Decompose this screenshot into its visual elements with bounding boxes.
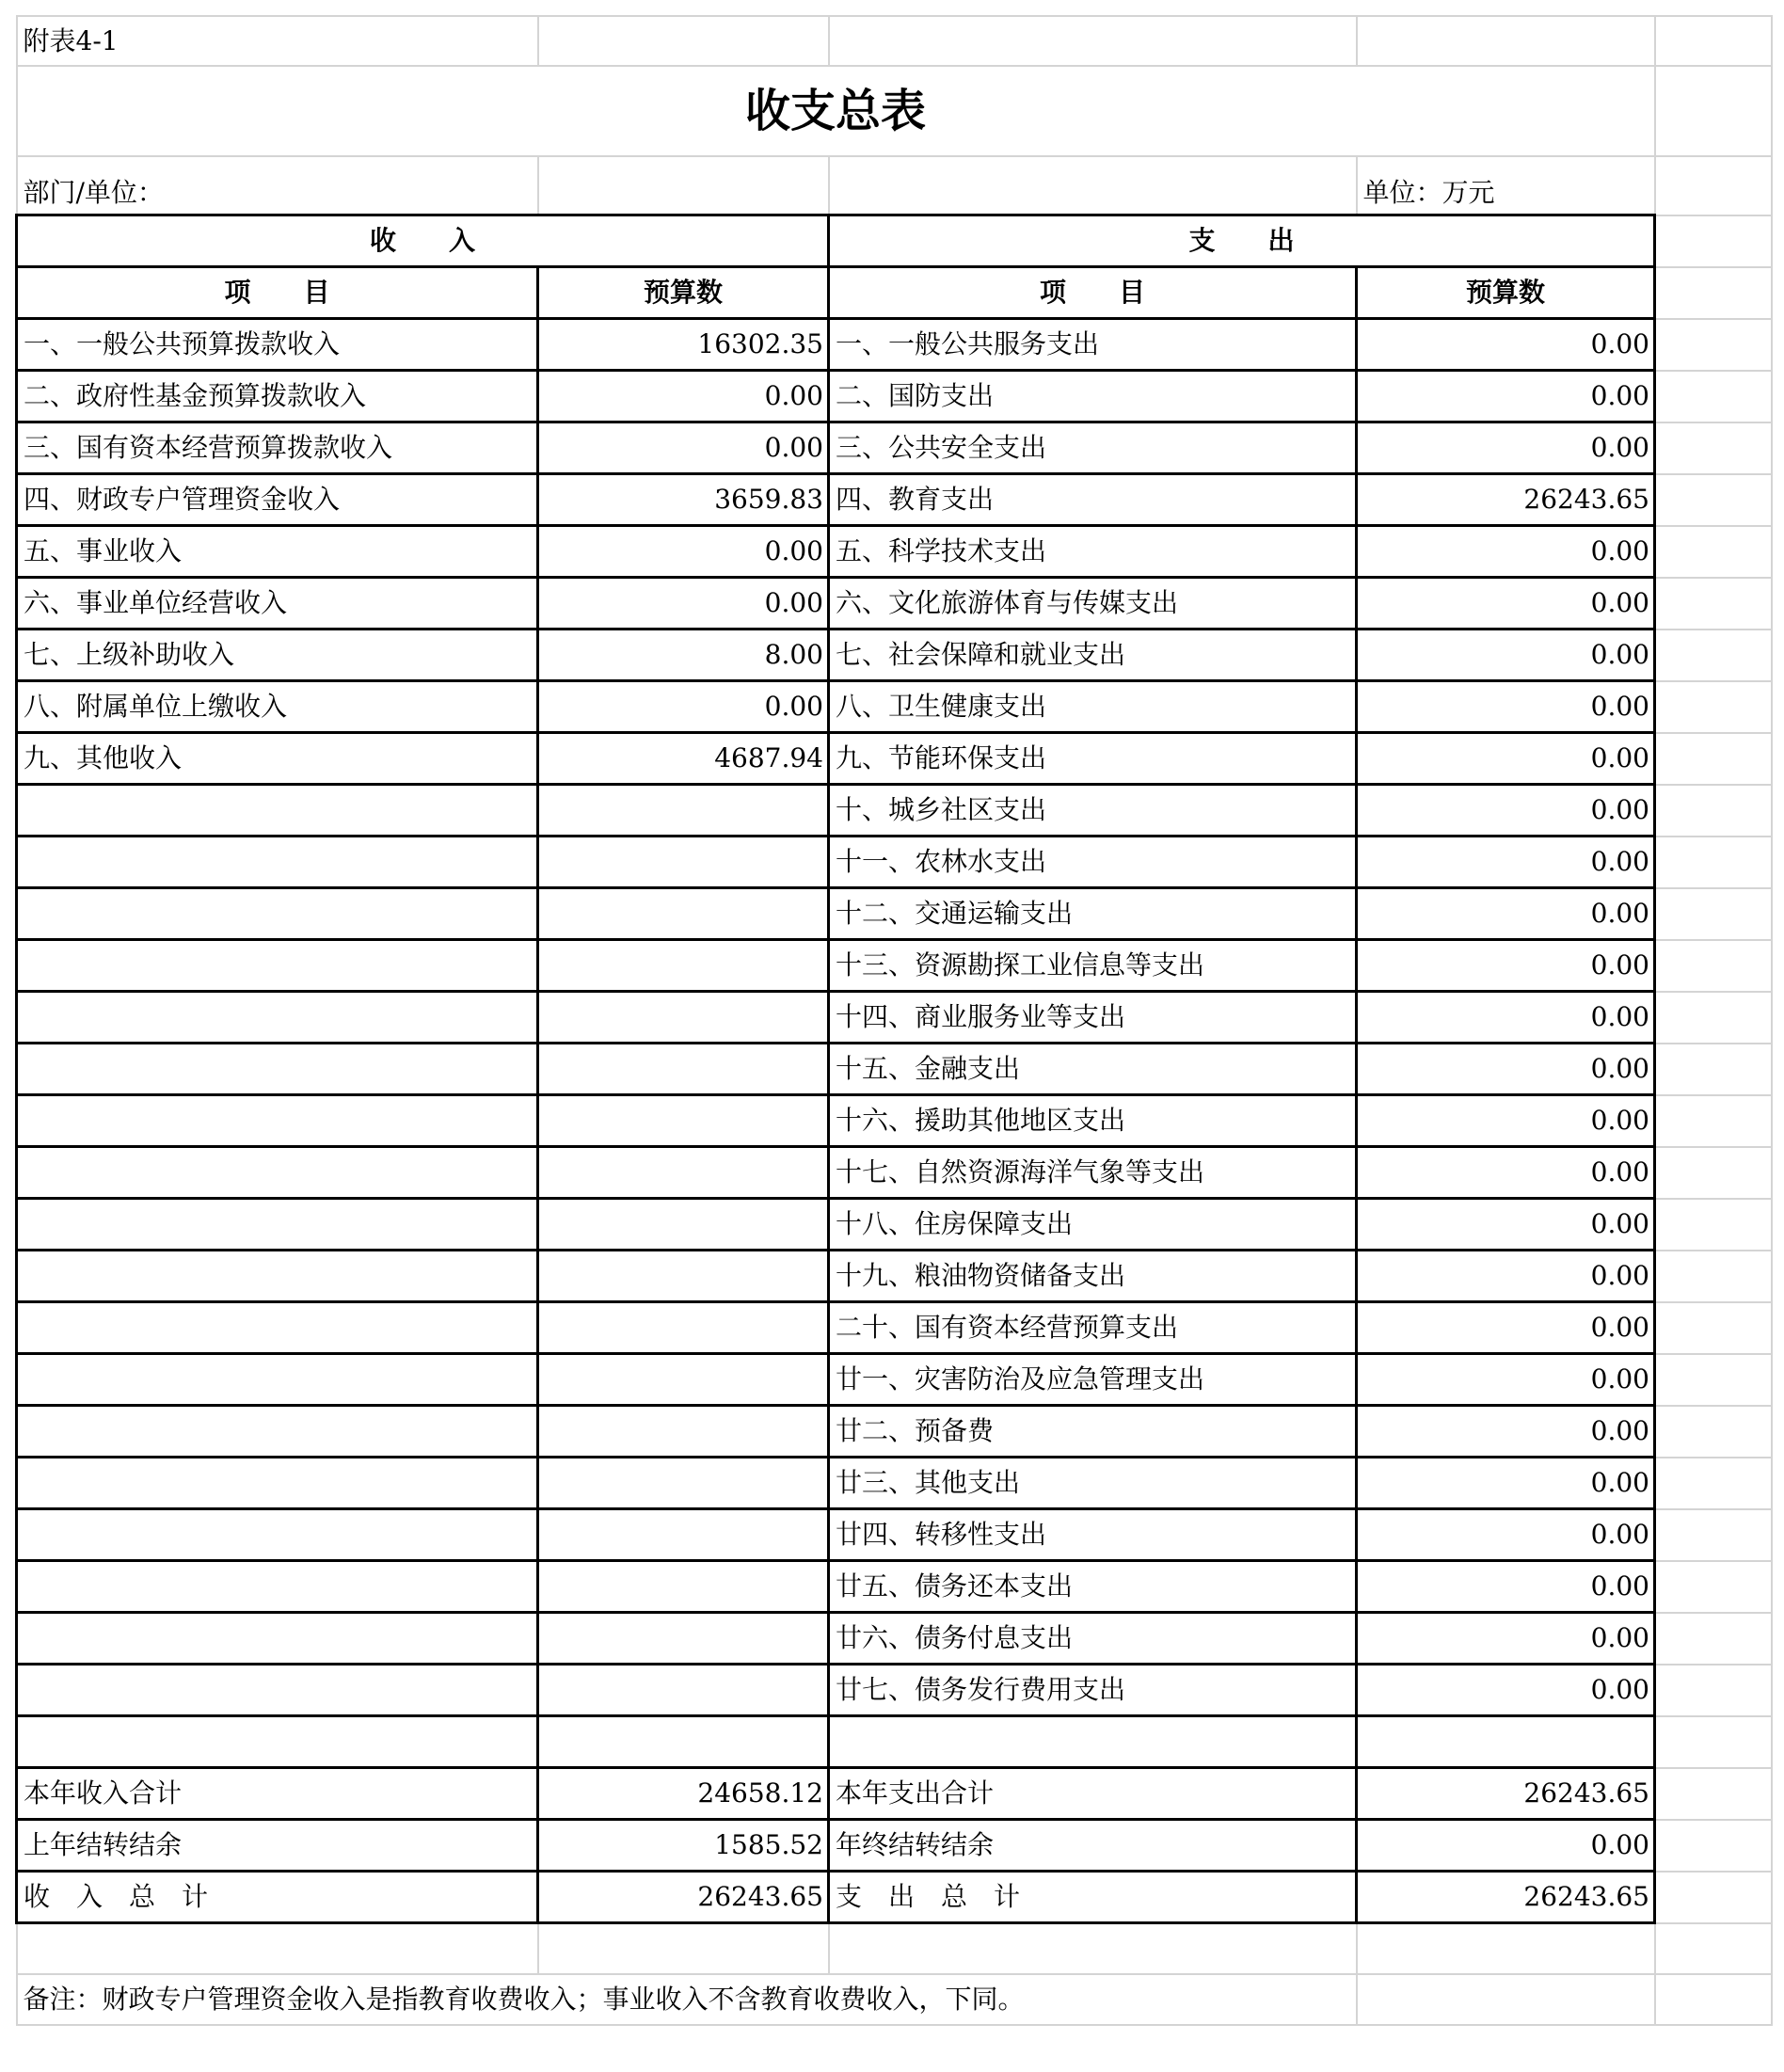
empty-cell[interactable] [538, 992, 829, 1044]
expense-item-value[interactable]: 0.00 [1357, 371, 1655, 422]
expense-item-label[interactable]: 十七、自然资源海洋气象等支出 [829, 1147, 1357, 1199]
empty-cell[interactable] [538, 1665, 829, 1716]
expense-item-value[interactable]: 0.00 [1357, 1095, 1655, 1147]
empty-cell[interactable] [1655, 474, 1772, 526]
empty-cell[interactable] [1655, 630, 1772, 681]
carry-out-value[interactable]: 0.00 [1357, 1820, 1655, 1872]
expense-item-label[interactable]: 十、城乡社区支出 [829, 785, 1357, 837]
table-row [17, 1251, 1772, 1302]
income-item-label[interactable]: 二、政府性基金预算拨款收入 [17, 371, 538, 422]
expense-item-value[interactable]: 0.00 [1357, 578, 1655, 630]
grand-total-row [17, 1872, 1772, 1923]
empty-cell[interactable] [1655, 1509, 1772, 1561]
income-item-label[interactable]: 六、事业单位经营收入 [17, 578, 538, 630]
expense-year-total-value[interactable]: 26243.65 [1357, 1768, 1655, 1820]
income-item-label[interactable]: 四、财政专户管理资金收入 [17, 474, 538, 526]
empty-cell[interactable] [1655, 1716, 1772, 1768]
empty-cell[interactable] [538, 785, 829, 837]
expense-item-value[interactable]: 0.00 [1357, 1302, 1655, 1354]
empty-cell[interactable] [1655, 1768, 1772, 1820]
empty-cell[interactable] [1655, 66, 1772, 156]
empty-cell[interactable] [1357, 16, 1655, 66]
income-budget-col-header[interactable]: 预算数 [538, 267, 829, 319]
expense-item-label[interactable]: 三、公共安全支出 [829, 422, 1357, 474]
expense-grand-total-label[interactable]: 支 出 总 计 [829, 1872, 1357, 1923]
table-row [17, 578, 1772, 630]
empty-cell[interactable] [17, 785, 538, 837]
income-item-value[interactable]: 16302.35 [538, 319, 829, 371]
empty-cell[interactable] [17, 992, 538, 1044]
table-row [17, 681, 1772, 733]
income-item-value[interactable]: 0.00 [538, 681, 829, 733]
expense-item-value[interactable]: 0.00 [1357, 1509, 1655, 1561]
spreadsheet [15, 15, 1770, 2026]
income-item-label[interactable]: 三、国有资本经营预算拨款收入 [17, 422, 538, 474]
income-year-total-label[interactable]: 本年收入合计 [17, 1768, 538, 1820]
empty-cell[interactable] [17, 1095, 538, 1147]
expense-item-label[interactable]: 五、科学技术支出 [829, 526, 1357, 578]
empty-cell[interactable] [1655, 1820, 1772, 1872]
empty-cell[interactable] [1655, 681, 1772, 733]
dept-label[interactable]: 部门/单位： [17, 156, 538, 215]
income-item-label[interactable]: 一、一般公共预算拨款收入 [17, 319, 538, 371]
expense-item-label[interactable]: 十三、资源勘探工业信息等支出 [829, 940, 1357, 992]
empty-cell[interactable] [538, 1613, 829, 1665]
table-row [17, 1458, 1772, 1509]
empty-cell[interactable] [17, 1561, 538, 1613]
empty-cell[interactable] [538, 1199, 829, 1251]
empty-cell[interactable] [1655, 1251, 1772, 1302]
table-row [17, 1199, 1772, 1251]
empty-cell[interactable] [17, 1509, 538, 1561]
unit-label[interactable]: 单位：万元 [1357, 156, 1655, 215]
empty-cell[interactable] [538, 888, 829, 940]
table-row [17, 1406, 1772, 1458]
table-row [17, 1613, 1772, 1665]
empty-cell[interactable] [1357, 1716, 1655, 1768]
expense-item-label[interactable]: 廿四、转移性支出 [829, 1509, 1357, 1561]
expense-item-value[interactable]: 0.00 [1357, 1561, 1655, 1613]
table-row [17, 1302, 1772, 1354]
expense-item-value[interactable]: 0.00 [1357, 1199, 1655, 1251]
expense-item-value[interactable]: 0.00 [1357, 1251, 1655, 1302]
income-item-value[interactable]: 4687.94 [538, 733, 829, 785]
empty-cell[interactable] [1655, 371, 1772, 422]
table-row [17, 1147, 1772, 1199]
expense-item-label[interactable]: 十八、住房保障支出 [829, 1199, 1357, 1251]
expense-item-value[interactable]: 0.00 [1357, 1458, 1655, 1509]
income-item-value[interactable]: 0.00 [538, 371, 829, 422]
table-row [17, 733, 1772, 785]
table-row [17, 319, 1772, 371]
expense-year-total-label[interactable]: 本年支出合计 [829, 1768, 1357, 1820]
empty-cell[interactable] [538, 1458, 829, 1509]
empty-cell[interactable] [1655, 319, 1772, 371]
expense-item-value[interactable]: 0.00 [1357, 1613, 1655, 1665]
table-row [17, 1561, 1772, 1613]
blank-row [17, 1923, 1772, 1975]
empty-cell[interactable] [1655, 1044, 1772, 1095]
empty-cell[interactable] [829, 1716, 1357, 1768]
expense-item-col-header[interactable]: 项 目 [829, 267, 1357, 319]
income-item-value[interactable]: 3659.83 [538, 474, 829, 526]
expense-item-value[interactable]: 0.00 [1357, 1665, 1655, 1716]
empty-cell[interactable] [538, 156, 829, 215]
note-row [17, 1974, 1772, 2025]
empty-cell[interactable] [17, 1044, 538, 1095]
table-row [17, 1095, 1772, 1147]
empty-cell[interactable] [1655, 1406, 1772, 1458]
empty-cell[interactable] [829, 156, 1357, 215]
income-item-label[interactable]: 八、附属单位上缴收入 [17, 681, 538, 733]
empty-cell[interactable] [538, 16, 829, 66]
empty-cell[interactable] [1655, 578, 1772, 630]
empty-cell[interactable] [1655, 785, 1772, 837]
expense-item-label[interactable]: 八、卫生健康支出 [829, 681, 1357, 733]
empty-cell[interactable] [538, 1923, 829, 1975]
table-row [17, 1354, 1772, 1406]
empty-cell[interactable] [1357, 1923, 1655, 1975]
empty-cell[interactable] [829, 1923, 1357, 1975]
empty-cell[interactable] [1655, 940, 1772, 992]
empty-cell[interactable] [538, 1561, 829, 1613]
empty-cell[interactable] [1655, 1199, 1772, 1251]
empty-cell[interactable] [538, 1354, 829, 1406]
empty-cell[interactable] [538, 1147, 829, 1199]
expense-item-label[interactable]: 六、文化旅游体育与传媒支出 [829, 578, 1357, 630]
empty-cell[interactable] [1655, 888, 1772, 940]
expense-item-label[interactable]: 廿五、债务还本支出 [829, 1561, 1357, 1613]
empty-cell[interactable] [1655, 422, 1772, 474]
empty-cell[interactable] [1655, 526, 1772, 578]
expense-item-value[interactable]: 0.00 [1357, 681, 1655, 733]
expense-item-label[interactable]: 廿一、灾害防治及应急管理支出 [829, 1354, 1357, 1406]
expense-item-label[interactable]: 十六、援助其他地区支出 [829, 1095, 1357, 1147]
footnote[interactable]: 备注：财政专户管理资金收入是指教育收费收入；事业收入不含教育收费收入，下同。 [17, 1974, 1357, 2025]
empty-cell[interactable] [17, 1613, 538, 1665]
empty-cell[interactable] [538, 940, 829, 992]
empty-cell[interactable] [538, 1251, 829, 1302]
empty-cell[interactable] [17, 1251, 538, 1302]
carry-in-label[interactable]: 上年结转结余 [17, 1820, 538, 1872]
empty-cell[interactable] [1655, 1354, 1772, 1406]
expense-item-value[interactable]: 0.00 [1357, 1147, 1655, 1199]
expense-item-label[interactable]: 廿六、债务付息支出 [829, 1613, 1357, 1665]
income-grand-total-label[interactable]: 收 入 总 计 [17, 1872, 538, 1923]
empty-cell[interactable] [538, 1406, 829, 1458]
empty-cell[interactable] [17, 1458, 538, 1509]
empty-cell[interactable] [1655, 1665, 1772, 1716]
empty-cell[interactable] [17, 1923, 538, 1975]
expense-item-label[interactable]: 廿二、预备费 [829, 1406, 1357, 1458]
empty-cell[interactable] [829, 16, 1357, 66]
expense-item-label[interactable]: 十九、粮油物资储备支出 [829, 1251, 1357, 1302]
expense-item-value[interactable]: 0.00 [1357, 733, 1655, 785]
empty-cell[interactable] [1655, 16, 1772, 66]
table-row [17, 630, 1772, 681]
expense-item-label[interactable]: 廿三、其他支出 [829, 1458, 1357, 1509]
spacer-row [17, 1716, 1772, 1768]
expense-budget-col-header[interactable]: 预算数 [1357, 267, 1655, 319]
empty-cell[interactable] [1655, 1147, 1772, 1199]
year-total-row [17, 1768, 1772, 1820]
empty-cell[interactable] [1655, 1613, 1772, 1665]
income-year-total-value[interactable]: 24658.12 [538, 1768, 829, 1820]
table-row [17, 1665, 1772, 1716]
expense-item-label[interactable]: 一、一般公共服务支出 [829, 319, 1357, 371]
expense-item-label[interactable]: 九、节能环保支出 [829, 733, 1357, 785]
empty-cell[interactable] [17, 1302, 538, 1354]
empty-cell[interactable] [538, 837, 829, 888]
table-row [17, 526, 1772, 578]
empty-cell[interactable] [17, 1354, 538, 1406]
empty-cell[interactable] [1655, 1095, 1772, 1147]
empty-cell[interactable] [1655, 1561, 1772, 1613]
income-item-label[interactable]: 七、上级补助收入 [17, 630, 538, 681]
expense-item-label[interactable]: 二十、国有资本经营预算支出 [829, 1302, 1357, 1354]
empty-cell[interactable] [1655, 156, 1772, 215]
table-row [17, 837, 1772, 888]
empty-cell[interactable] [17, 940, 538, 992]
table-row [17, 888, 1772, 940]
table-row [17, 785, 1772, 837]
expense-item-value[interactable]: 0.00 [1357, 940, 1655, 992]
income-item-label[interactable]: 五、事业收入 [17, 526, 538, 578]
carryover-row [17, 1820, 1772, 1872]
income-grand-total-value[interactable]: 26243.65 [538, 1872, 829, 1923]
expense-item-label[interactable]: 四、教育支出 [829, 474, 1357, 526]
expense-item-label[interactable]: 二、国防支出 [829, 371, 1357, 422]
table-row [17, 422, 1772, 474]
empty-cell[interactable] [538, 1716, 829, 1768]
empty-cell[interactable] [1655, 733, 1772, 785]
empty-cell[interactable] [1357, 1974, 1655, 2025]
carry-in-value[interactable]: 1585.52 [538, 1820, 829, 1872]
expense-item-value[interactable]: 26243.65 [1357, 474, 1655, 526]
empty-cell[interactable] [1655, 1302, 1772, 1354]
expense-item-value[interactable]: 0.00 [1357, 1044, 1655, 1095]
income-section-header[interactable]: 收 入 [17, 215, 829, 267]
income-item-col-header[interactable]: 项 目 [17, 267, 538, 319]
expense-item-value[interactable]: 0.00 [1357, 837, 1655, 888]
empty-cell[interactable] [17, 837, 538, 888]
expense-item-value[interactable]: 0.00 [1357, 992, 1655, 1044]
dept-unit-row [17, 156, 1772, 215]
expense-item-label[interactable]: 廿七、债务发行费用支出 [829, 1665, 1357, 1716]
empty-cell[interactable] [1655, 267, 1772, 319]
expense-item-label[interactable]: 十四、商业服务业等支出 [829, 992, 1357, 1044]
empty-cell[interactable] [17, 1406, 538, 1458]
empty-cell[interactable] [1655, 1974, 1772, 2025]
empty-cell[interactable] [1655, 992, 1772, 1044]
expense-item-value[interactable]: 0.00 [1357, 319, 1655, 371]
empty-cell[interactable] [1655, 1458, 1772, 1509]
carry-out-label[interactable]: 年终结转结余 [829, 1820, 1357, 1872]
empty-cell[interactable] [17, 1199, 538, 1251]
table-row [17, 1044, 1772, 1095]
table-row [17, 992, 1772, 1044]
income-item-value[interactable]: 8.00 [538, 630, 829, 681]
expense-item-label[interactable]: 十一、农林水支出 [829, 837, 1357, 888]
expense-item-value[interactable]: 0.00 [1357, 888, 1655, 940]
income-item-value[interactable]: 0.00 [538, 526, 829, 578]
empty-cell[interactable] [17, 888, 538, 940]
expense-item-label[interactable]: 十二、交通运输支出 [829, 888, 1357, 940]
expense-item-value[interactable]: 0.00 [1357, 1354, 1655, 1406]
table-row [17, 371, 1772, 422]
expense-grand-total-value[interactable]: 26243.65 [1357, 1872, 1655, 1923]
empty-cell[interactable] [538, 1044, 829, 1095]
income-item-value[interactable]: 0.00 [538, 422, 829, 474]
expense-item-label[interactable]: 十五、金融支出 [829, 1044, 1357, 1095]
table-row [17, 940, 1772, 992]
empty-cell[interactable] [1655, 837, 1772, 888]
empty-cell[interactable] [538, 1509, 829, 1561]
empty-cell[interactable] [538, 1095, 829, 1147]
income-expense-summary-table [15, 15, 1773, 2026]
empty-cell[interactable] [1655, 215, 1772, 267]
empty-cell[interactable] [17, 1665, 538, 1716]
title-row [17, 66, 1772, 156]
page-title[interactable]: 收支总表 [17, 66, 1655, 156]
income-item-value[interactable]: 0.00 [538, 578, 829, 630]
sheet-label-row [17, 16, 1772, 66]
empty-cell[interactable] [1655, 1872, 1772, 1923]
table-row [17, 474, 1772, 526]
column-header-row [17, 267, 1772, 319]
expense-item-value[interactable]: 0.00 [1357, 422, 1655, 474]
expense-item-value[interactable]: 0.00 [1357, 1406, 1655, 1458]
empty-cell[interactable] [17, 1716, 538, 1768]
expense-item-value[interactable]: 0.00 [1357, 630, 1655, 681]
empty-cell[interactable] [538, 1302, 829, 1354]
income-item-label[interactable]: 九、其他收入 [17, 733, 538, 785]
empty-cell[interactable] [1655, 1923, 1772, 1975]
section-header-row [17, 215, 1772, 267]
expense-item-label[interactable]: 七、社会保障和就业支出 [829, 630, 1357, 681]
empty-cell[interactable] [17, 1147, 538, 1199]
table-row [17, 1509, 1772, 1561]
sheet-label[interactable]: 附表4-1 [17, 16, 538, 66]
expense-section-header[interactable]: 支 出 [829, 215, 1655, 267]
expense-item-value[interactable]: 0.00 [1357, 526, 1655, 578]
expense-item-value[interactable]: 0.00 [1357, 785, 1655, 837]
